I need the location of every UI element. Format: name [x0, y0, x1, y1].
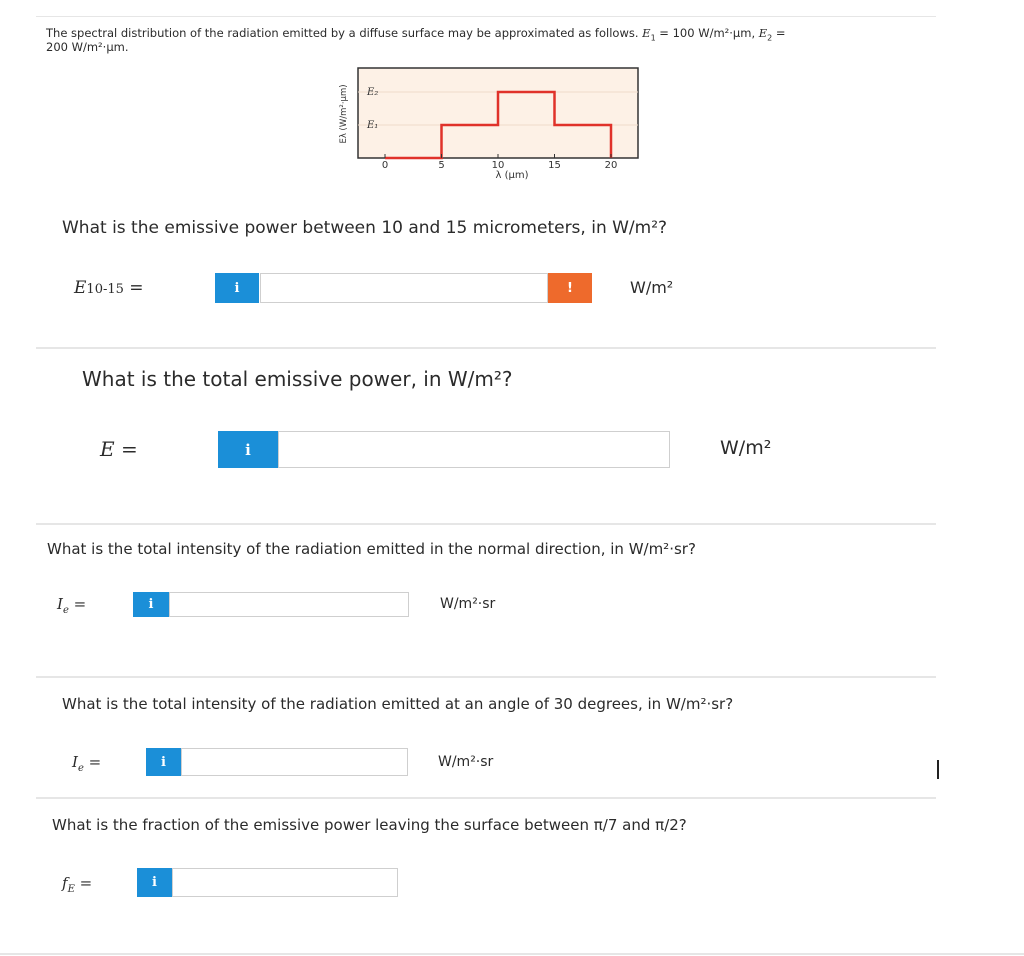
q5-eq: = [74, 874, 93, 892]
q1-eq: = [123, 278, 144, 298]
q1-lhs-sub: 10-15 [86, 282, 124, 297]
question-4-prompt: What is the total intensity of the radiation emitted at an angle of 30 degrees, in W/m²·sr? [62, 695, 734, 713]
q3-lhs [57, 595, 86, 616]
q2-eq: = [114, 437, 138, 461]
q2-lhs [100, 437, 138, 461]
q3-lhs-symbol: I [57, 595, 63, 613]
q4-lhs-symbol: I [72, 753, 78, 771]
q1-lhs [74, 278, 144, 298]
e1-sub: 1 [650, 33, 656, 43]
q1-lhs-symbol: E [74, 278, 87, 298]
q3-unit: W/m²·sr [440, 596, 496, 612]
x-tick-label-20: 20 [604, 160, 618, 171]
y-axis-label: Eλ (W/m²·μm) [339, 84, 349, 144]
q4-unit: W/m²·sr [438, 754, 494, 770]
q2-info-icon[interactable]: i [218, 431, 278, 468]
x-tick-label-0: 0 [381, 160, 389, 171]
q4-lhs-sub: e [77, 763, 84, 774]
question-1-prompt: What is the emissive power between 10 and 15 micrometers, in W/m²? [62, 218, 668, 238]
q4-answer-input[interactable] [181, 748, 408, 776]
problem-statement-line1: The spectral distribution of the radiation emitted by a diffuse surface may be approximated as follows. $E_1 = 100$ W/m²·μm, $E_2$ = [46, 26, 786, 43]
q2-lhs-symbol: E [100, 437, 115, 461]
question-2-prompt: What is the total emissive power, in W/m²? [82, 367, 513, 391]
q5-answer-input[interactable] [172, 868, 398, 897]
e2-sub: 2 [767, 33, 773, 43]
q3-answer-input[interactable] [169, 592, 409, 617]
q4-lhs [72, 753, 101, 774]
top-divider [36, 16, 936, 17]
divider-1 [36, 347, 936, 349]
q4-info-icon[interactable]: i [146, 748, 181, 776]
x-tick-label-10: 10 [491, 160, 505, 171]
text-cursor [937, 760, 939, 779]
q2-answer-input[interactable] [278, 431, 670, 468]
x-tick-label-5: 5 [438, 160, 445, 171]
q2-unit: W/m² [720, 437, 772, 459]
e2-eq: = [772, 26, 786, 40]
q4-eq: = [83, 753, 102, 771]
e1-value: = 100 W/m²·μm, [655, 26, 759, 40]
q5-lhs-sub: E [67, 884, 75, 895]
divider-4 [36, 797, 936, 799]
q3-info-icon[interactable]: i [133, 592, 169, 617]
q1-info-icon[interactable]: i [215, 273, 259, 303]
x-tick-label-15: 15 [548, 160, 561, 171]
q1-warning-icon[interactable]: ! [548, 273, 592, 303]
q1-unit: W/m² [630, 278, 674, 297]
e2-level-label: E₂ [367, 87, 379, 98]
spectral-distribution-graph [330, 60, 650, 185]
divider-3 [36, 676, 936, 678]
q5-lhs-symbol: f [62, 874, 68, 892]
question-5-prompt: What is the fraction of the emissive power leaving the surface between π/7 and π/2? [52, 816, 687, 834]
x-axis-label: λ (μm) [495, 170, 529, 181]
q3-lhs-sub: e [62, 605, 69, 616]
q3-eq: = [68, 595, 87, 613]
e1-level-label: E₁ [367, 120, 379, 131]
q1-answer-input[interactable] [260, 273, 548, 303]
q5-info-icon[interactable]: i [137, 868, 172, 897]
q5-lhs [62, 874, 92, 895]
problem-statement-line2: 200 W/m²·μm. [46, 40, 129, 54]
question-3-prompt: What is the total intensity of the radiation emitted in the normal direction, in W/m²·sr? [47, 540, 696, 558]
e1-symbol: E [642, 26, 651, 40]
divider-2 [36, 523, 936, 525]
bottom-divider [0, 953, 1024, 955]
e2-symbol: E [758, 26, 768, 40]
